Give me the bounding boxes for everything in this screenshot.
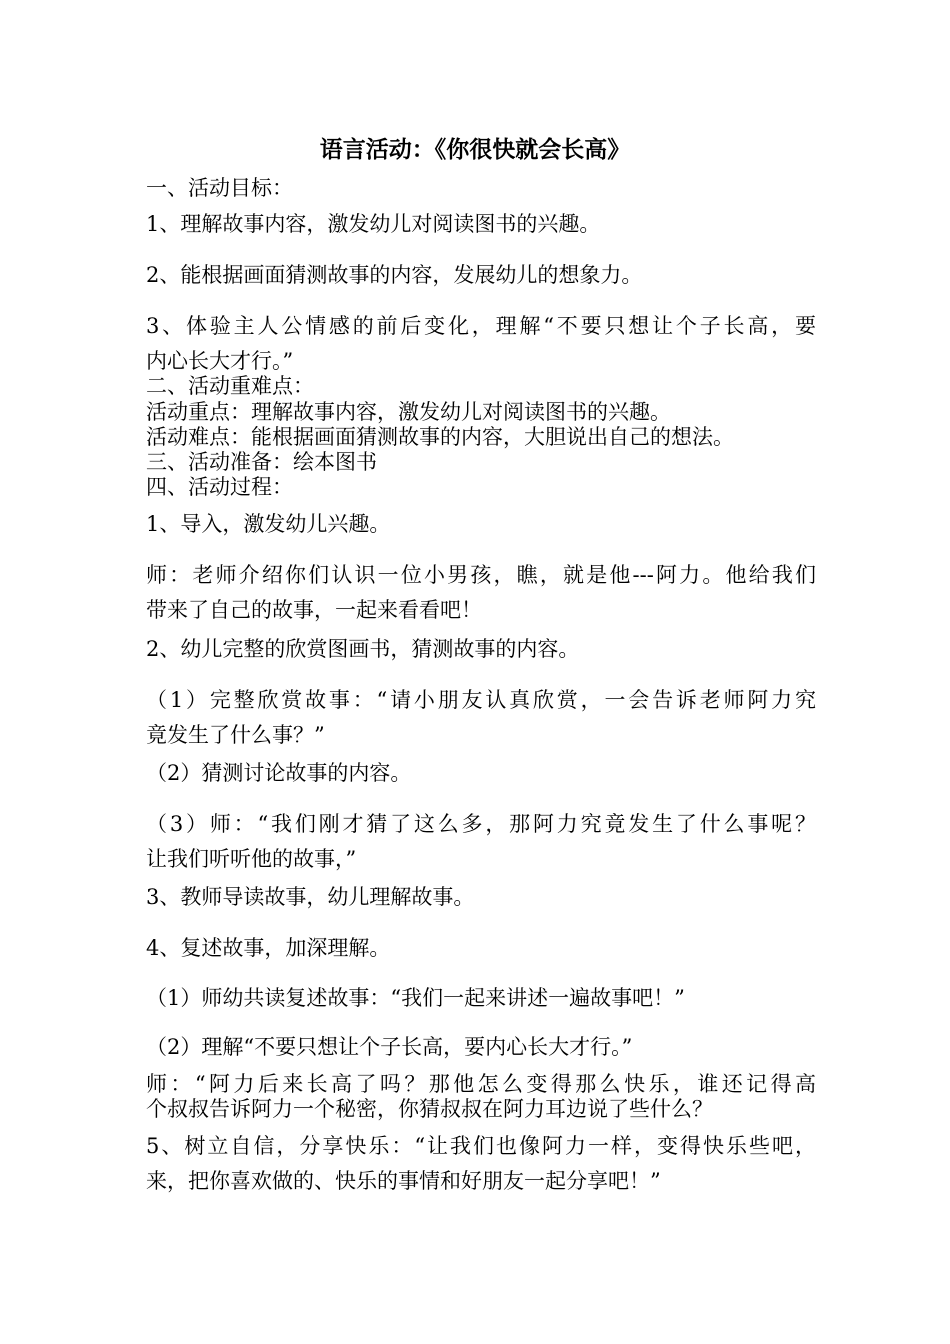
goal-1: 1、理解故事内容，激发幼儿对阅读图书的兴趣。 bbox=[146, 212, 601, 236]
section-heading-process: 四、活动过程： bbox=[146, 475, 293, 499]
process-step-5-line-1: 5、树立自信，分享快乐：“让我们也像阿力一样，变得快乐些吧， bbox=[146, 1134, 816, 1158]
goal-2: 2、能根据画面猜测故事的内容，发展幼儿的想象力。 bbox=[146, 263, 643, 287]
process-step-2: 2、幼儿完整的欣赏图画书，猜测故事的内容。 bbox=[146, 637, 580, 661]
difficult-point: 活动难点：能根据画面猜测故事的内容，大胆说出自己的想法。 bbox=[146, 425, 734, 449]
key-point: 活动重点：理解故事内容，激发幼儿对阅读图书的兴趣。 bbox=[146, 400, 671, 424]
teacher-intro-line-2: 带来了自己的故事，一起来看看吧！ bbox=[146, 598, 482, 622]
step-2-sub-3-line-2: 让我们听听他的故事，” bbox=[146, 847, 357, 871]
teacher-question-line-1: 师：“阿力后来长高了吗？那他怎么变得那么快乐，谁还记得高 bbox=[146, 1072, 816, 1096]
step-2-sub-1-line-1: （1）完整欣赏故事：“请小朋友认真欣赏，一会告诉老师阿力究 bbox=[146, 688, 816, 712]
step-2-sub-3-line-1: （3）师：“我们刚才猜了这么多，那阿力究竟发生了什么事呢？ bbox=[146, 812, 816, 836]
process-step-3: 3、教师导读故事，幼儿理解故事。 bbox=[146, 885, 475, 909]
teacher-question-line-2: 个叔叔告诉阿力一个秘密，你猜叔叔在阿力耳边说了些什么？ bbox=[146, 1097, 713, 1121]
section-heading-key-points: 二、活动重难点： bbox=[146, 374, 314, 398]
goal-3-line-1: 3、体验主人公情感的前后变化，理解“不要只想让个子长高，要 bbox=[146, 314, 816, 338]
section-heading-preparation: 三、活动准备：绘本图书 bbox=[146, 450, 377, 474]
step-2-sub-1-line-2: 竟发生了什么事？” bbox=[146, 723, 325, 747]
process-step-4: 4、复述故事，加深理解。 bbox=[146, 936, 391, 960]
process-step-1: 1、导入，激发幼儿兴趣。 bbox=[146, 512, 391, 536]
section-heading-goals: 一、活动目标： bbox=[146, 176, 293, 200]
step-4-sub-2: （2）理解“不要只想让个子长高，要内心长大才行。” bbox=[146, 1035, 633, 1059]
step-2-sub-2: （2）猜测讨论故事的内容。 bbox=[146, 761, 412, 785]
page-title: 语言活动：《你很快就会长高》 bbox=[319, 136, 631, 163]
step-4-sub-1: （1）师幼共读复述故事：“我们一起来讲述一遍故事吧！” bbox=[146, 986, 685, 1010]
teacher-intro-line-1: 师：老师介绍你们认识一位小男孩，瞧，就是他---阿力。他给我们 bbox=[146, 563, 816, 587]
process-step-5-line-2: 来，把你喜欢做的、快乐的事情和好朋友一起分享吧！” bbox=[146, 1169, 661, 1193]
goal-3-line-2: 内心长大才行。” bbox=[146, 349, 294, 373]
